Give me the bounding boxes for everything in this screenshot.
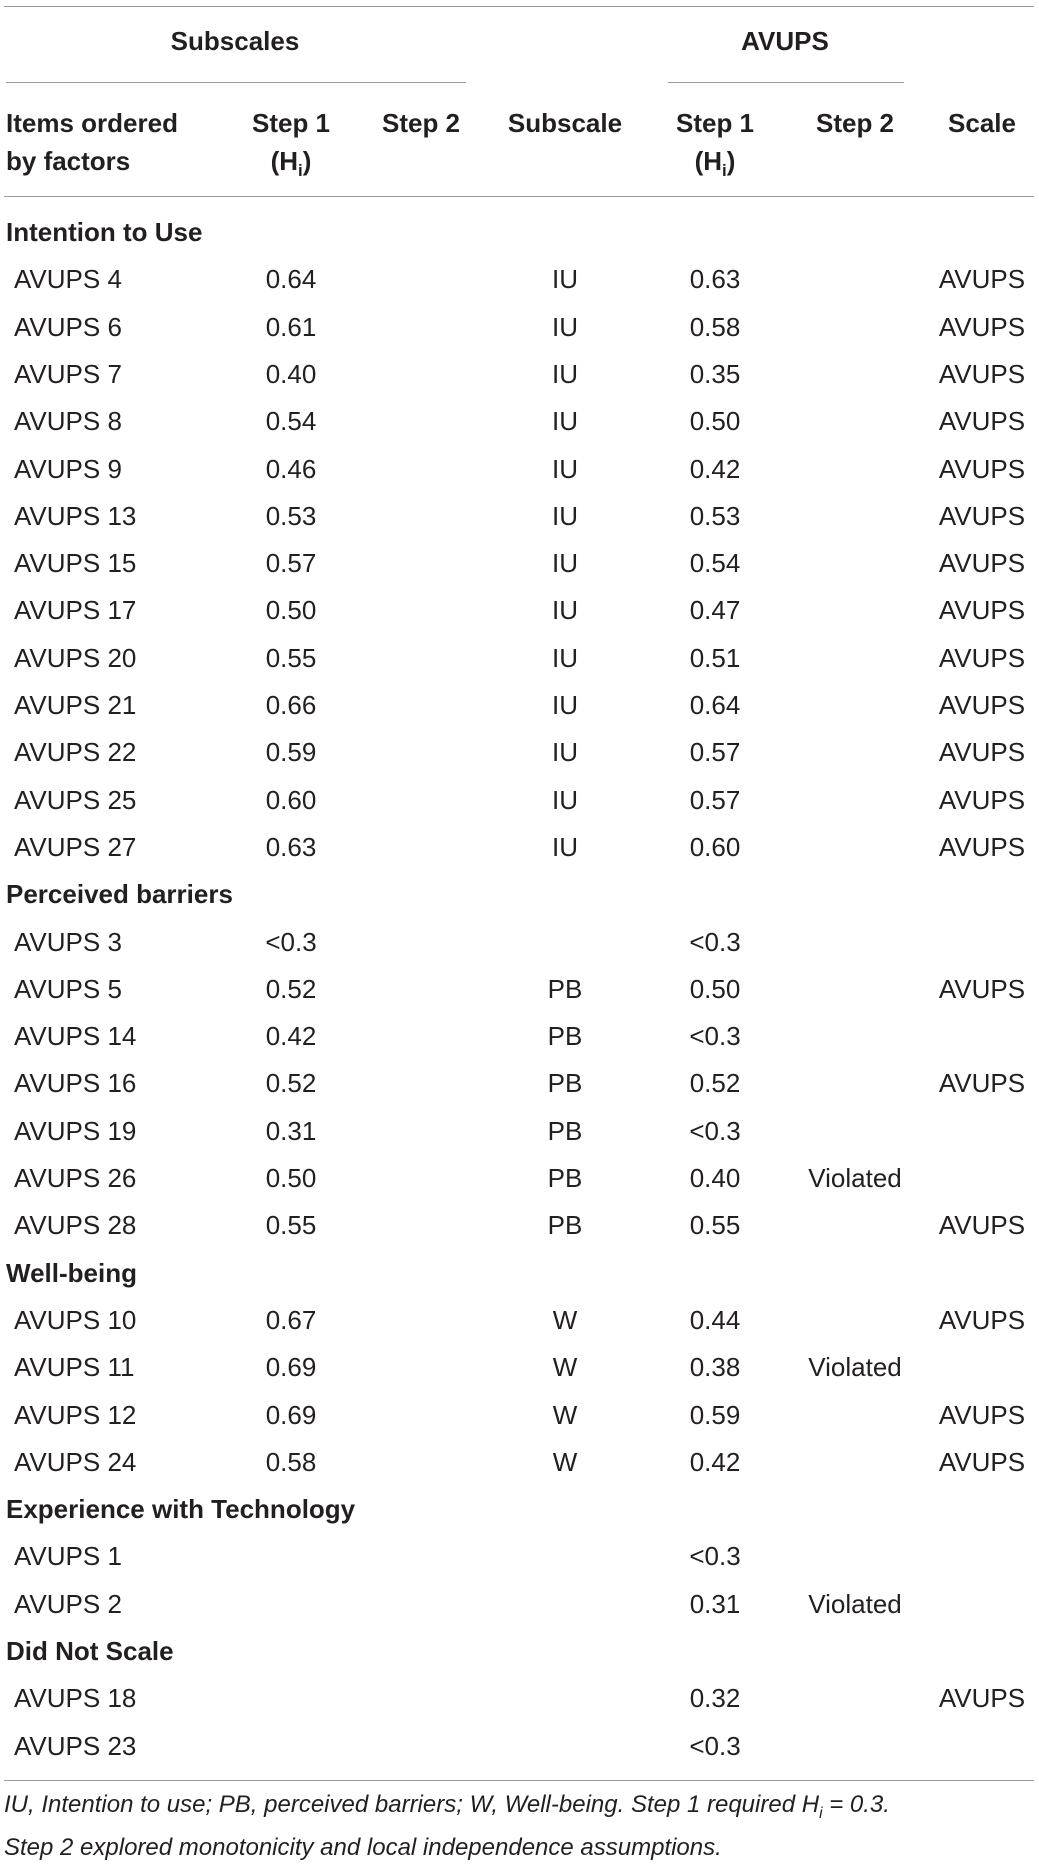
section-heading: Well-being bbox=[6, 1258, 137, 1288]
cell-subscales-step1: 0.69 bbox=[265, 1400, 317, 1430]
cell-avups-step1: 0.52 bbox=[689, 1068, 741, 1098]
cell-subscale: PB bbox=[547, 1021, 583, 1051]
table-bottom-rule bbox=[4, 1780, 1034, 1781]
cell-scale: AVUPS bbox=[938, 1305, 1026, 1335]
cell-subscales-step1: 0.46 bbox=[265, 454, 317, 484]
cell-avups-step1: 0.53 bbox=[689, 501, 741, 531]
section-heading: Did Not Scale bbox=[6, 1636, 174, 1666]
cell-subscales-step1: 0.67 bbox=[265, 1305, 317, 1335]
cell-item: AVUPS 26 bbox=[14, 1163, 137, 1193]
cell-subscales-step1: 0.60 bbox=[265, 785, 317, 815]
cell-subscale: IU bbox=[552, 264, 578, 294]
cell-item: AVUPS 10 bbox=[14, 1305, 137, 1335]
cell-subscale: IU bbox=[552, 359, 578, 389]
group-header-avups: AVUPS bbox=[741, 26, 829, 56]
table-footnote bbox=[4, 1788, 1034, 1865]
cell-avups-step1: 0.44 bbox=[689, 1305, 741, 1335]
cell-scale: AVUPS bbox=[938, 406, 1026, 436]
column-header-items-line1: Items ordered bbox=[6, 108, 178, 138]
section-heading: Experience with Technology bbox=[6, 1494, 356, 1524]
cell-subscales-step1: 0.54 bbox=[265, 406, 317, 436]
cell-subscales-step1: 0.50 bbox=[265, 595, 317, 625]
cell-avups-step1: 0.31 bbox=[689, 1589, 741, 1619]
cell-avups-step1: 0.55 bbox=[689, 1210, 741, 1240]
cell-subscale: IU bbox=[552, 690, 578, 720]
column-header-items-line2: by factors bbox=[6, 146, 131, 176]
cell-subscale: W bbox=[552, 1447, 578, 1477]
cell-item: AVUPS 5 bbox=[14, 974, 122, 1004]
cell-item: AVUPS 12 bbox=[14, 1400, 137, 1430]
cell-subscales-step1: 0.52 bbox=[265, 1068, 317, 1098]
cell-avups-step1: 0.50 bbox=[689, 974, 741, 1004]
header-bottom-rule bbox=[4, 196, 1034, 197]
cell-subscales-step1: 0.69 bbox=[265, 1352, 317, 1382]
cell-avups-step1: 0.51 bbox=[689, 643, 741, 673]
cell-subscale: PB bbox=[547, 1163, 583, 1193]
cell-avups-step1: <0.3 bbox=[689, 1021, 741, 1051]
column-header-avups-step1 bbox=[660, 104, 770, 190]
cell-subscale: IU bbox=[552, 501, 578, 531]
column-header-subscale: Subscale bbox=[507, 108, 623, 138]
cell-avups-step1: 0.57 bbox=[689, 737, 741, 767]
cell-item: AVUPS 1 bbox=[14, 1541, 122, 1571]
cell-avups-step1: 0.63 bbox=[689, 264, 741, 294]
group-header-subscales: Subscales bbox=[170, 26, 300, 56]
cell-item: AVUPS 15 bbox=[14, 548, 137, 578]
cell-subscale: PB bbox=[547, 974, 583, 1004]
cell-avups-step1: 0.59 bbox=[689, 1400, 741, 1430]
cell-item: AVUPS 7 bbox=[14, 359, 122, 389]
avups-group-rule bbox=[668, 82, 904, 83]
cell-avups-step1: 0.35 bbox=[689, 359, 741, 389]
cell-scale: AVUPS bbox=[938, 1400, 1026, 1430]
cell-item: AVUPS 2 bbox=[14, 1589, 122, 1619]
footnote-line2: Step 2 explored monotonicity and local independence assumptions. bbox=[4, 1833, 722, 1861]
cell-item: AVUPS 11 bbox=[14, 1352, 135, 1382]
cell-subscales-step1: 0.57 bbox=[265, 548, 317, 578]
cell-scale: AVUPS bbox=[938, 595, 1026, 625]
column-header-step1 bbox=[236, 104, 346, 190]
section-heading: Perceived barriers bbox=[6, 879, 233, 909]
cell-subscales-step1: 0.55 bbox=[265, 643, 317, 673]
cell-subscale: W bbox=[552, 1352, 578, 1382]
cell-subscale: IU bbox=[552, 548, 578, 578]
column-header-items bbox=[6, 104, 226, 180]
cell-subscale: W bbox=[552, 1305, 578, 1335]
cell-item: AVUPS 14 bbox=[14, 1021, 137, 1051]
cell-subscales-step1: 0.58 bbox=[265, 1447, 317, 1477]
cell-avups-step1: 0.38 bbox=[689, 1352, 741, 1382]
cell-subscales-step1: 0.40 bbox=[265, 359, 317, 389]
subscales-group-rule bbox=[6, 82, 466, 83]
cell-subscales-step1: 0.52 bbox=[265, 974, 317, 1004]
table-top-rule bbox=[4, 6, 1034, 7]
cell-scale: AVUPS bbox=[938, 690, 1026, 720]
cell-avups-step1: 0.42 bbox=[689, 454, 741, 484]
cell-avups-step1: 0.32 bbox=[689, 1683, 741, 1713]
cell-avups-step1: 0.58 bbox=[689, 312, 741, 342]
cell-avups-step1: 0.40 bbox=[689, 1163, 741, 1193]
cell-item: AVUPS 3 bbox=[14, 927, 122, 957]
cell-scale: AVUPS bbox=[938, 264, 1026, 294]
cell-item: AVUPS 23 bbox=[14, 1731, 137, 1761]
cell-avups-step1: <0.3 bbox=[689, 1541, 741, 1571]
cell-avups-step2: Violated bbox=[808, 1589, 902, 1619]
cell-subscale: W bbox=[552, 1400, 578, 1430]
cell-scale: AVUPS bbox=[938, 832, 1026, 862]
column-header-avups-step2: Step 2 bbox=[815, 108, 895, 138]
cell-item: AVUPS 6 bbox=[14, 312, 122, 342]
cell-subscales-step1: 0.31 bbox=[265, 1116, 317, 1146]
cell-subscales-step1: 0.61 bbox=[265, 312, 317, 342]
cell-scale: AVUPS bbox=[938, 974, 1026, 1004]
cell-scale: AVUPS bbox=[938, 454, 1026, 484]
cell-subscale: PB bbox=[547, 1210, 583, 1240]
cell-subscale: IU bbox=[552, 312, 578, 342]
column-header-avups-step1-line1: Step 1 bbox=[675, 108, 755, 138]
cell-item: AVUPS 27 bbox=[14, 832, 137, 862]
cell-avups-step1: <0.3 bbox=[689, 1731, 741, 1761]
cell-subscale: PB bbox=[547, 1068, 583, 1098]
cell-subscales-step1: 0.63 bbox=[265, 832, 317, 862]
column-header-step2: Step 2 bbox=[381, 108, 461, 138]
cell-subscale: PB bbox=[547, 1116, 583, 1146]
cell-scale: AVUPS bbox=[938, 1210, 1026, 1240]
cell-scale: AVUPS bbox=[938, 501, 1026, 531]
section-heading: Intention to Use bbox=[6, 217, 203, 247]
cell-subscales-step1: <0.3 bbox=[265, 927, 317, 957]
cell-avups-step1: <0.3 bbox=[689, 1116, 741, 1146]
cell-scale: AVUPS bbox=[938, 643, 1026, 673]
cell-item: AVUPS 4 bbox=[14, 264, 122, 294]
cell-subscales-step1: 0.53 bbox=[265, 501, 317, 531]
cell-scale: AVUPS bbox=[938, 548, 1026, 578]
cell-avups-step1: <0.3 bbox=[689, 927, 741, 957]
cell-avups-step2: Violated bbox=[808, 1352, 902, 1382]
column-header-avups-step1-line2: $(H_i)$ bbox=[694, 146, 736, 181]
cell-subscales-step1: 0.59 bbox=[265, 737, 317, 767]
cell-subscale: IU bbox=[552, 785, 578, 815]
cell-scale: AVUPS bbox=[938, 737, 1026, 767]
cell-avups-step1: 0.64 bbox=[689, 690, 741, 720]
footnote-line1: IU, Intention to use; PB, perceived barriers; W, Well-being. Step 1 required $H_i = 0.3$. bbox=[4, 1791, 890, 1822]
cell-subscale: IU bbox=[552, 832, 578, 862]
cell-item: AVUPS 9 bbox=[14, 454, 122, 484]
column-header-step1-line1: Step 1 bbox=[251, 108, 331, 138]
cell-item: AVUPS 19 bbox=[14, 1116, 137, 1146]
cell-avups-step1: 0.54 bbox=[689, 548, 741, 578]
cell-subscales-step1: 0.50 bbox=[265, 1163, 317, 1193]
column-header-step1-line2: $(H_i)$ bbox=[270, 146, 312, 181]
cell-scale: AVUPS bbox=[938, 1683, 1026, 1713]
cell-item: AVUPS 25 bbox=[14, 785, 137, 815]
cell-subscale: IU bbox=[552, 643, 578, 673]
cell-avups-step1: 0.42 bbox=[689, 1447, 741, 1477]
cell-scale: AVUPS bbox=[938, 359, 1026, 389]
cell-item: AVUPS 22 bbox=[14, 737, 137, 767]
cell-scale: AVUPS bbox=[938, 1447, 1026, 1477]
cell-scale: AVUPS bbox=[938, 785, 1026, 815]
cell-scale: AVUPS bbox=[938, 312, 1026, 342]
cell-subscales-step1: 0.64 bbox=[265, 264, 317, 294]
cell-subscale: IU bbox=[552, 406, 578, 436]
cell-subscales-step1: 0.66 bbox=[265, 690, 317, 720]
cell-item: AVUPS 18 bbox=[14, 1683, 137, 1713]
cell-avups-step1: 0.47 bbox=[689, 595, 741, 625]
cell-item: AVUPS 28 bbox=[14, 1210, 137, 1240]
cell-avups-step1: 0.50 bbox=[689, 406, 741, 436]
cell-subscale: IU bbox=[552, 454, 578, 484]
cell-item: AVUPS 16 bbox=[14, 1068, 137, 1098]
cell-item: AVUPS 17 bbox=[14, 595, 137, 625]
cell-subscales-step1: 0.55 bbox=[265, 1210, 317, 1240]
cell-item: AVUPS 21 bbox=[14, 690, 137, 720]
cell-scale: AVUPS bbox=[938, 1068, 1026, 1098]
cell-avups-step1: 0.60 bbox=[689, 832, 741, 862]
cell-subscale: IU bbox=[552, 737, 578, 767]
cell-subscale: IU bbox=[552, 595, 578, 625]
cell-item: AVUPS 20 bbox=[14, 643, 137, 673]
cell-avups-step1: 0.57 bbox=[689, 785, 741, 815]
cell-item: AVUPS 24 bbox=[14, 1447, 137, 1477]
cell-item: AVUPS 13 bbox=[14, 501, 137, 531]
cell-subscales-step1: 0.42 bbox=[265, 1021, 317, 1051]
column-header-scale: Scale bbox=[948, 108, 1016, 138]
cell-item: AVUPS 8 bbox=[14, 406, 122, 436]
cell-avups-step2: Violated bbox=[808, 1163, 902, 1193]
